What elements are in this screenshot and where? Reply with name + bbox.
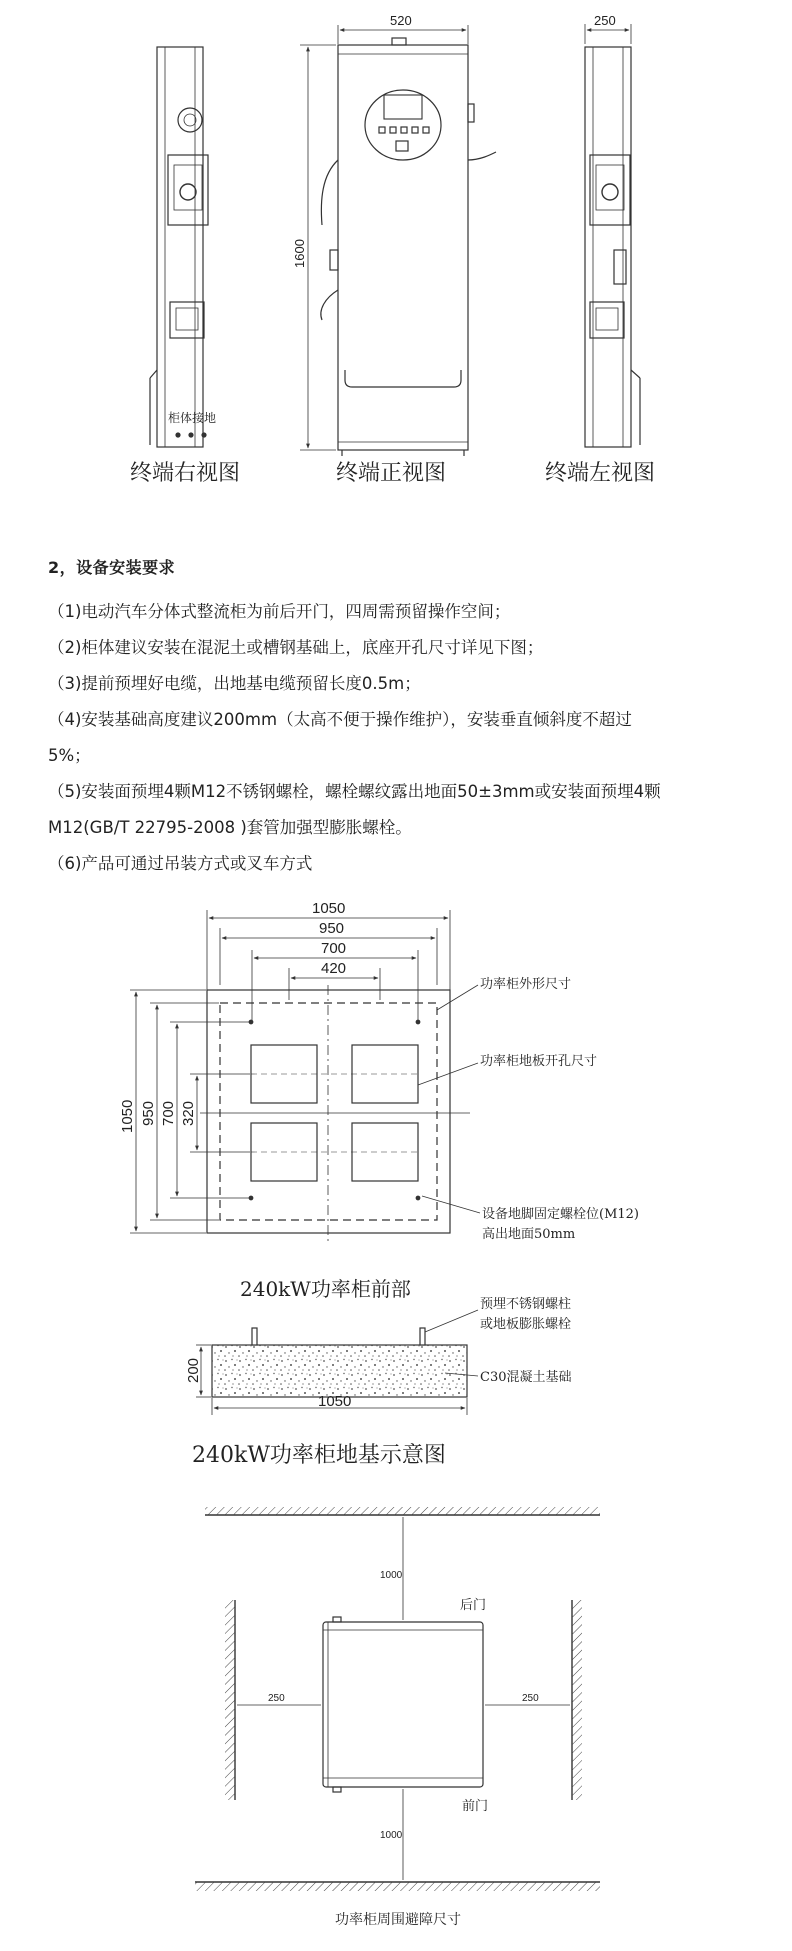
left-depth-dim: 250	[594, 13, 616, 28]
foundation-height-dim: 200	[185, 1357, 202, 1383]
foundation-width-dim: 1050	[318, 1393, 352, 1410]
plan-vdim-1050: 1050	[119, 1099, 136, 1133]
installation-requirements	[48, 555, 758, 882]
requirement-line: （5)安装面预埋4颗M12不锈钢螺栓，螺栓螺纹露出地面50±3mm或安装面预埋4颗	[48, 782, 661, 801]
front-view-caption: 终端正视图	[336, 461, 447, 486]
plan-vdim-700: 700	[160, 1100, 177, 1126]
clearance-left-dim: 250	[268, 1693, 285, 1704]
foundation-plan-drawing	[119, 900, 480, 1245]
foundation-bolt-label-1: 预埋不锈钢螺柱	[480, 1297, 572, 1312]
terminal-front-view	[321, 38, 496, 456]
front-height-dim: 1600	[292, 239, 307, 268]
plan-dim-1050: 1050	[312, 900, 346, 917]
terminal-right-view	[150, 47, 216, 447]
plan-dim-950: 950	[319, 920, 345, 937]
requirement-line: （6)产品可通过吊装方式或叉车方式	[48, 854, 313, 873]
clearance-bottom-dim: 1000	[380, 1830, 403, 1841]
requirement-line: 5%；	[48, 746, 91, 765]
left-view-caption: 终端左视图	[545, 461, 656, 486]
clearance-right-dim: 250	[522, 1693, 539, 1704]
front-width-dim: 520	[390, 13, 412, 28]
requirement-line: （1)电动汽车分体式整流柜为前后开门，四周需预留操作空间；	[48, 602, 511, 621]
requirement-line: （2)柜体建议安装在混泥土或槽钢基础上，底座开孔尺寸详见下图；	[48, 638, 544, 657]
foundation-caption: 240kW功率柜地基示意图	[192, 1443, 446, 1468]
plan-caption: 240kW功率柜前部	[240, 1277, 411, 1301]
requirements-title: 2，设备安装要求	[48, 558, 176, 577]
plan-dim-700: 700	[321, 940, 347, 957]
front-door-label: 前门	[462, 1799, 489, 1814]
plan-bolt-label-2: 高出地面50mm	[482, 1227, 576, 1242]
plan-holes-label: 功率柜地板开孔尺寸	[480, 1054, 598, 1069]
plan-outline-label: 功率柜外形尺寸	[480, 977, 572, 992]
foundation-bolt-label-2: 或地板膨胀螺栓	[480, 1317, 572, 1332]
foundation-base-label: C30混凝土基础	[480, 1370, 572, 1385]
back-door-label: 后门	[460, 1598, 487, 1613]
requirement-line: （4)安装基础高度建议200mm（太高不便于操作维护），安装垂直倾斜度不超过	[48, 710, 632, 729]
plan-dim-420: 420	[321, 960, 347, 977]
ground-label: 柜体接地	[168, 411, 217, 425]
clearance-top-dim: 1000	[380, 1570, 403, 1581]
plan-vdim-320: 320	[180, 1100, 197, 1126]
clearance-caption: 功率柜周围避障尺寸	[335, 1912, 461, 1928]
terminal-left-view	[585, 47, 640, 447]
right-view-caption: 终端右视图	[130, 461, 241, 486]
requirement-line: （3)提前预埋好电缆，出地基电缆预留长度0.5m；	[48, 674, 421, 693]
plan-bolt-label-1: 设备地脚固定螺栓位(M12)	[482, 1207, 639, 1222]
requirement-line: M12(GB/T 22795-2008 )套管加强型膨胀螺栓。	[48, 818, 412, 837]
plan-vdim-950: 950	[140, 1100, 157, 1126]
